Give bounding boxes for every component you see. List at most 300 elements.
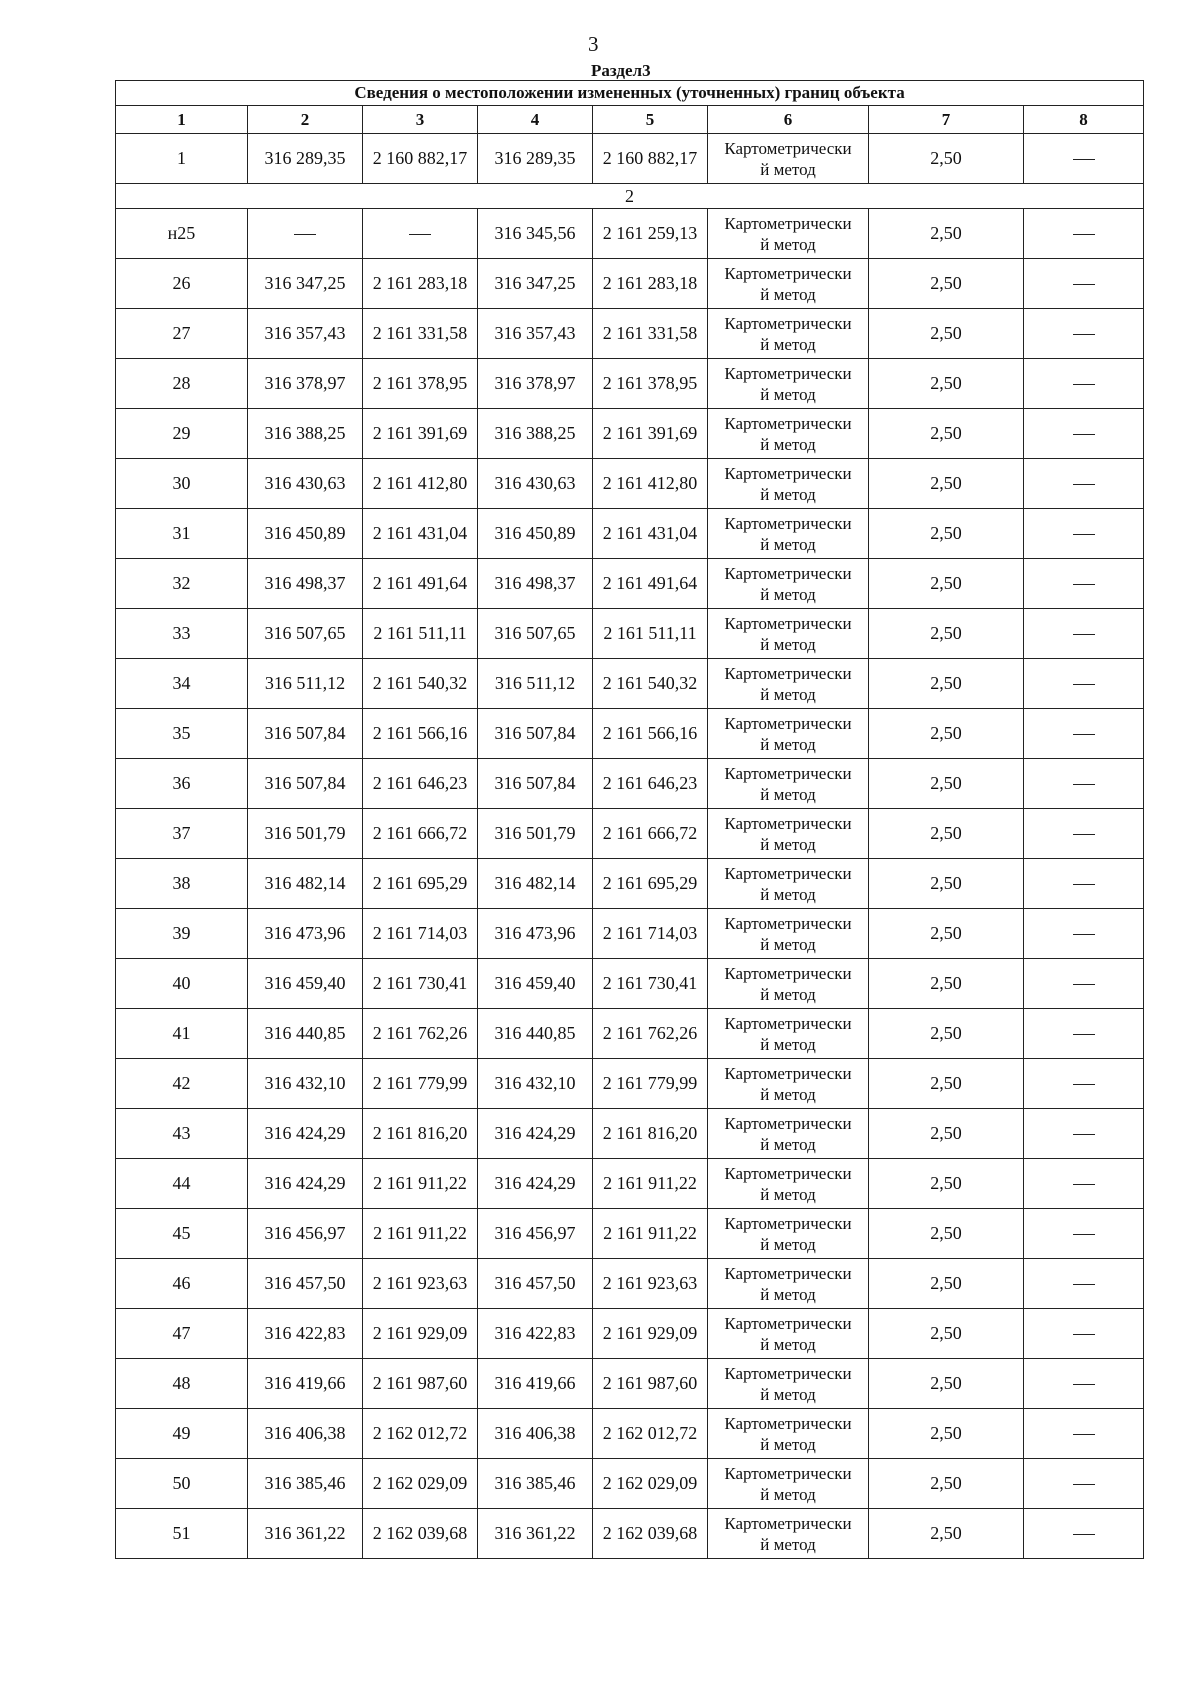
accuracy-cell: 2,50: [869, 209, 1024, 259]
method-line: й метод: [760, 1184, 816, 1204]
old-y-cell: 2 161 730,41: [363, 959, 478, 1009]
dash-cell: [1024, 659, 1144, 709]
table-row: [116, 959, 1144, 1009]
dash-mark: [1073, 784, 1095, 785]
table-row: [116, 459, 1144, 509]
dash-cell: [1024, 1109, 1144, 1159]
new-x-cell: 316 456,97: [478, 1209, 593, 1259]
new-y-cell: 2 162 039,68: [593, 1509, 708, 1559]
table-row: [116, 1409, 1144, 1459]
dash-cell: [1024, 909, 1144, 959]
method-line: й метод: [760, 434, 816, 454]
method-line: Картометрически: [724, 1463, 852, 1483]
old-x-cell: 316 419,66: [248, 1359, 363, 1409]
dash-mark: [1073, 1334, 1095, 1335]
new-x-cell: 316 507,84: [478, 759, 593, 809]
method-cell: [708, 1259, 869, 1309]
old-x-cell: 316 424,29: [248, 1109, 363, 1159]
method-cell: [708, 1359, 869, 1409]
new-x-cell: 316 289,35: [478, 134, 593, 184]
method-line: й метод: [760, 1134, 816, 1154]
dash-mark: [1073, 634, 1095, 635]
method-cell: [708, 359, 869, 409]
old-x-cell: 316 289,35: [248, 134, 363, 184]
dash-mark: [1073, 1534, 1095, 1535]
table-row: [116, 509, 1144, 559]
dash-mark: [1073, 334, 1095, 335]
point-cell: 39: [116, 909, 248, 959]
method-line: Картометрически: [724, 1413, 852, 1433]
old-y-cell: 2 161 695,29: [363, 859, 478, 909]
accuracy-cell: 2,50: [869, 1509, 1024, 1559]
dash-mark: [1073, 1034, 1095, 1035]
dash-cell: [1024, 359, 1144, 409]
table-caption: Сведения о местоположении измененных (уточненных) границ объекта: [116, 81, 1144, 106]
dash-cell: [1024, 1259, 1144, 1309]
accuracy-cell: 2,50: [869, 1159, 1024, 1209]
new-x-cell: 316 347,25: [478, 259, 593, 309]
coordinates-table: [115, 80, 1144, 1559]
method-line: Картометрически: [724, 1063, 852, 1083]
new-y-cell: 2 161 378,95: [593, 359, 708, 409]
method-line: й метод: [760, 984, 816, 1004]
accuracy-cell: 2,50: [869, 1359, 1024, 1409]
method-cell: [708, 559, 869, 609]
point-cell: н25: [116, 209, 248, 259]
point-cell: 46: [116, 1259, 248, 1309]
accuracy-cell: 2,50: [869, 509, 1024, 559]
new-y-cell: 2 161 331,58: [593, 309, 708, 359]
method-line: Картометрически: [724, 1313, 852, 1333]
method-line: Картометрически: [724, 1363, 852, 1383]
new-y-cell: 2 161 566,16: [593, 709, 708, 759]
method-line: Картометрически: [724, 463, 852, 483]
old-y-cell: 2 161 391,69: [363, 409, 478, 459]
dash-mark: [1073, 1434, 1095, 1435]
new-y-cell: 2 161 762,26: [593, 1009, 708, 1059]
table-row: [116, 909, 1144, 959]
dash-cell: [1024, 1209, 1144, 1259]
accuracy-cell: 2,50: [869, 1309, 1024, 1359]
method-line: Картометрически: [724, 363, 852, 383]
old-x-cell: 316 422,83: [248, 1309, 363, 1359]
new-y-cell: 2 161 911,22: [593, 1209, 708, 1259]
old-y-cell: 2 161 491,64: [363, 559, 478, 609]
method-line: Картометрически: [724, 813, 852, 833]
method-cell: [708, 459, 869, 509]
method-cell: [708, 1009, 869, 1059]
dash-mark: [1073, 734, 1095, 735]
accuracy-cell: 2,50: [869, 959, 1024, 1009]
dash-cell: [1024, 1059, 1144, 1109]
old-x-cell: 316 507,65: [248, 609, 363, 659]
method-cell: [708, 759, 869, 809]
table-row: [116, 409, 1144, 459]
new-y-cell: 2 161 412,80: [593, 459, 708, 509]
accuracy-cell: 2,50: [869, 709, 1024, 759]
method-cell: [708, 709, 869, 759]
new-x-cell: 316 424,29: [478, 1109, 593, 1159]
dash-mark: [1073, 484, 1095, 485]
method-line: й метод: [760, 934, 816, 954]
dash-mark: [1073, 534, 1095, 535]
method-cell: [708, 209, 869, 259]
new-x-cell: 316 345,56: [478, 209, 593, 259]
section-title: Раздел3: [591, 61, 651, 80]
method-line: Картометрически: [724, 1163, 852, 1183]
table-row: [116, 1159, 1144, 1209]
table-row: [116, 1209, 1144, 1259]
method-cell: [708, 1109, 869, 1159]
accuracy-cell: 2,50: [869, 409, 1024, 459]
table-row: [116, 1509, 1144, 1559]
point-cell: 27: [116, 309, 248, 359]
table-row: [116, 1009, 1144, 1059]
column-number: 2: [248, 106, 363, 134]
old-x-cell: 316 430,63: [248, 459, 363, 509]
new-x-cell: 316 511,12: [478, 659, 593, 709]
table-row: [116, 134, 1144, 184]
method-line: й метод: [760, 734, 816, 754]
method-line: й метод: [760, 534, 816, 554]
new-y-cell: 2 161 511,11: [593, 609, 708, 659]
method-line: Картометрически: [724, 713, 852, 733]
column-number-row: [116, 106, 1144, 134]
point-cell: 32: [116, 559, 248, 609]
accuracy-cell: 2,50: [869, 134, 1024, 184]
old-y-cell: [363, 209, 478, 259]
old-x-cell: 316 406,38: [248, 1409, 363, 1459]
old-x-cell: 316 498,37: [248, 559, 363, 609]
old-x-cell: 316 507,84: [248, 759, 363, 809]
accuracy-cell: 2,50: [869, 609, 1024, 659]
dash-cell: [1024, 709, 1144, 759]
method-line: Картометрически: [724, 1013, 852, 1033]
method-cell: [708, 509, 869, 559]
old-y-cell: 2 162 029,09: [363, 1459, 478, 1509]
dash-mark: [1073, 934, 1095, 935]
old-x-cell: [248, 209, 363, 259]
old-y-cell: 2 161 816,20: [363, 1109, 478, 1159]
page-number: 3: [588, 32, 599, 56]
old-y-cell: 2 161 923,63: [363, 1259, 478, 1309]
new-x-cell: 316 422,83: [478, 1309, 593, 1359]
method-line: й метод: [760, 784, 816, 804]
group-label: 2: [116, 184, 1144, 209]
table-row: [116, 759, 1144, 809]
new-x-cell: 316 361,22: [478, 1509, 593, 1559]
dash-mark: [1073, 684, 1095, 685]
dash-mark: [294, 234, 316, 235]
new-x-cell: 316 388,25: [478, 409, 593, 459]
accuracy-cell: 2,50: [869, 559, 1024, 609]
accuracy-cell: 2,50: [869, 1209, 1024, 1259]
dash-mark: [1073, 1234, 1095, 1235]
old-x-cell: 316 459,40: [248, 959, 363, 1009]
new-y-cell: 2 161 911,22: [593, 1159, 708, 1209]
dash-mark: [409, 234, 431, 235]
method-line: Картометрически: [724, 513, 852, 533]
old-y-cell: 2 161 378,95: [363, 359, 478, 409]
method-line: Картометрически: [724, 263, 852, 283]
table-row: [116, 1309, 1144, 1359]
accuracy-cell: 2,50: [869, 1259, 1024, 1309]
method-line: Картометрически: [724, 1113, 852, 1133]
method-cell: [708, 659, 869, 709]
method-line: й метод: [760, 1484, 816, 1504]
new-x-cell: 316 385,46: [478, 1459, 593, 1509]
dash-cell: [1024, 759, 1144, 809]
point-cell: 42: [116, 1059, 248, 1109]
method-cell: [708, 259, 869, 309]
point-cell: 36: [116, 759, 248, 809]
old-x-cell: 316 440,85: [248, 1009, 363, 1059]
method-line: Картометрически: [724, 413, 852, 433]
column-number: 8: [1024, 106, 1144, 134]
dash-mark: [1073, 434, 1095, 435]
dash-cell: [1024, 209, 1144, 259]
table-row: [116, 709, 1144, 759]
dash-cell: [1024, 1409, 1144, 1459]
method-line: Картометрически: [724, 563, 852, 583]
accuracy-cell: 2,50: [869, 1459, 1024, 1509]
dash-mark: [1073, 234, 1095, 235]
new-y-cell: 2 161 714,03: [593, 909, 708, 959]
method-cell: [708, 1159, 869, 1209]
method-cell: [708, 1309, 869, 1359]
method-cell: [708, 309, 869, 359]
old-x-cell: 316 432,10: [248, 1059, 363, 1109]
point-cell: 31: [116, 509, 248, 559]
method-cell: [708, 809, 869, 859]
method-line: Картометрически: [724, 613, 852, 633]
new-y-cell: 2 161 540,32: [593, 659, 708, 709]
point-cell: 26: [116, 259, 248, 309]
dash-cell: [1024, 309, 1144, 359]
old-y-cell: 2 161 779,99: [363, 1059, 478, 1109]
point-cell: 1: [116, 134, 248, 184]
dash-mark: [1073, 384, 1095, 385]
method-cell: [708, 859, 869, 909]
new-x-cell: 316 507,65: [478, 609, 593, 659]
group-row: [116, 184, 1144, 209]
column-number: 6: [708, 106, 869, 134]
old-x-cell: 316 450,89: [248, 509, 363, 559]
old-y-cell: 2 161 331,58: [363, 309, 478, 359]
new-x-cell: 316 459,40: [478, 959, 593, 1009]
dash-mark: [1073, 1484, 1095, 1485]
column-number: 1: [116, 106, 248, 134]
new-y-cell: 2 161 779,99: [593, 1059, 708, 1109]
point-cell: 40: [116, 959, 248, 1009]
new-y-cell: 2 161 695,29: [593, 859, 708, 909]
accuracy-cell: 2,50: [869, 359, 1024, 409]
old-x-cell: 316 456,97: [248, 1209, 363, 1259]
point-cell: 37: [116, 809, 248, 859]
method-line: й метод: [760, 634, 816, 654]
old-y-cell: 2 161 540,32: [363, 659, 478, 709]
accuracy-cell: 2,50: [869, 809, 1024, 859]
table-row: [116, 1109, 1144, 1159]
new-x-cell: 316 430,63: [478, 459, 593, 509]
method-cell: [708, 909, 869, 959]
table-row: [116, 1059, 1144, 1109]
old-x-cell: 316 378,97: [248, 359, 363, 409]
old-y-cell: 2 161 714,03: [363, 909, 478, 959]
method-cell: [708, 1059, 869, 1109]
dash-mark: [1073, 159, 1095, 160]
new-x-cell: 316 432,10: [478, 1059, 593, 1109]
method-cell: [708, 1459, 869, 1509]
point-cell: 34: [116, 659, 248, 709]
old-x-cell: 316 457,50: [248, 1259, 363, 1309]
old-x-cell: 316 473,96: [248, 909, 363, 959]
new-y-cell: 2 161 283,18: [593, 259, 708, 309]
table-row: [116, 209, 1144, 259]
old-x-cell: 316 511,12: [248, 659, 363, 709]
new-y-cell: 2 162 012,72: [593, 1409, 708, 1459]
table-row: [116, 1359, 1144, 1409]
table-row: [116, 259, 1144, 309]
old-y-cell: 2 161 987,60: [363, 1359, 478, 1409]
point-cell: 33: [116, 609, 248, 659]
column-number: 7: [869, 106, 1024, 134]
new-x-cell: 316 424,29: [478, 1159, 593, 1209]
method-line: Картометрически: [724, 663, 852, 683]
accuracy-cell: 2,50: [869, 1009, 1024, 1059]
method-line: й метод: [760, 284, 816, 304]
method-line: Картометрически: [724, 763, 852, 783]
table-row: [116, 809, 1144, 859]
accuracy-cell: 2,50: [869, 909, 1024, 959]
method-line: Картометрически: [724, 138, 852, 158]
dash-cell: [1024, 1309, 1144, 1359]
new-y-cell: 2 161 431,04: [593, 509, 708, 559]
dash-cell: [1024, 1159, 1144, 1209]
new-x-cell: 316 507,84: [478, 709, 593, 759]
dash-cell: [1024, 1509, 1144, 1559]
method-line: Картометрически: [724, 913, 852, 933]
point-cell: 44: [116, 1159, 248, 1209]
old-x-cell: 316 357,43: [248, 309, 363, 359]
table-row: [116, 1459, 1144, 1509]
dash-mark: [1073, 984, 1095, 985]
method-line: й метод: [760, 684, 816, 704]
table-row: [116, 559, 1144, 609]
dash-mark: [1073, 1284, 1095, 1285]
point-cell: 35: [116, 709, 248, 759]
point-cell: 41: [116, 1009, 248, 1059]
new-y-cell: 2 161 816,20: [593, 1109, 708, 1159]
method-line: й метод: [760, 1234, 816, 1254]
new-x-cell: 316 378,97: [478, 359, 593, 409]
method-line: й метод: [760, 884, 816, 904]
point-cell: 51: [116, 1509, 248, 1559]
method-line: й метод: [760, 334, 816, 354]
old-x-cell: 316 347,25: [248, 259, 363, 309]
point-cell: 47: [116, 1309, 248, 1359]
accuracy-cell: 2,50: [869, 309, 1024, 359]
method-cell: [708, 1209, 869, 1259]
table-row: [116, 859, 1144, 909]
method-line: й метод: [760, 484, 816, 504]
table-row: [116, 359, 1144, 409]
new-y-cell: 2 161 646,23: [593, 759, 708, 809]
table-row: [116, 309, 1144, 359]
accuracy-cell: 2,50: [869, 859, 1024, 909]
method-line: й метод: [760, 1534, 816, 1554]
new-y-cell: 2 161 987,60: [593, 1359, 708, 1409]
method-cell: [708, 609, 869, 659]
point-cell: 43: [116, 1109, 248, 1159]
old-y-cell: 2 161 646,23: [363, 759, 478, 809]
method-line: Картометрически: [724, 213, 852, 233]
method-line: й метод: [760, 384, 816, 404]
old-x-cell: 316 385,46: [248, 1459, 363, 1509]
old-x-cell: 316 507,84: [248, 709, 363, 759]
old-x-cell: 316 501,79: [248, 809, 363, 859]
point-cell: 29: [116, 409, 248, 459]
accuracy-cell: 2,50: [869, 459, 1024, 509]
column-number: 3: [363, 106, 478, 134]
table-row: [116, 609, 1144, 659]
point-cell: 30: [116, 459, 248, 509]
method-cell: [708, 959, 869, 1009]
method-line: й метод: [760, 1084, 816, 1104]
old-x-cell: 316 361,22: [248, 1509, 363, 1559]
accuracy-cell: 2,50: [869, 259, 1024, 309]
method-line: Картометрически: [724, 1513, 852, 1533]
method-cell: [708, 1409, 869, 1459]
dash-mark: [1073, 884, 1095, 885]
method-line: й метод: [760, 1034, 816, 1054]
old-x-cell: 316 482,14: [248, 859, 363, 909]
method-cell: [708, 1509, 869, 1559]
dash-mark: [1073, 1134, 1095, 1135]
dash-cell: [1024, 1459, 1144, 1509]
new-y-cell: 2 162 029,09: [593, 1459, 708, 1509]
point-cell: 49: [116, 1409, 248, 1459]
old-x-cell: 316 388,25: [248, 409, 363, 459]
new-x-cell: 316 501,79: [478, 809, 593, 859]
new-y-cell: 2 161 730,41: [593, 959, 708, 1009]
method-line: й метод: [760, 584, 816, 604]
old-x-cell: 316 424,29: [248, 1159, 363, 1209]
new-x-cell: 316 482,14: [478, 859, 593, 909]
old-y-cell: 2 161 911,22: [363, 1209, 478, 1259]
dash-cell: [1024, 134, 1144, 184]
table-row: [116, 659, 1144, 709]
method-line: й метод: [760, 1334, 816, 1354]
old-y-cell: 2 162 039,68: [363, 1509, 478, 1559]
new-x-cell: 316 473,96: [478, 909, 593, 959]
dash-mark: [1073, 1384, 1095, 1385]
new-x-cell: 316 406,38: [478, 1409, 593, 1459]
dash-mark: [1073, 284, 1095, 285]
new-x-cell: 316 457,50: [478, 1259, 593, 1309]
dash-cell: [1024, 559, 1144, 609]
dash-cell: [1024, 609, 1144, 659]
old-y-cell: 2 161 283,18: [363, 259, 478, 309]
new-y-cell: 2 161 929,09: [593, 1309, 708, 1359]
new-y-cell: 2 161 391,69: [593, 409, 708, 459]
method-line: й метод: [760, 234, 816, 254]
new-y-cell: 2 161 666,72: [593, 809, 708, 859]
dash-mark: [1073, 834, 1095, 835]
dash-cell: [1024, 1009, 1144, 1059]
dash-cell: [1024, 809, 1144, 859]
method-line: Картометрически: [724, 963, 852, 983]
